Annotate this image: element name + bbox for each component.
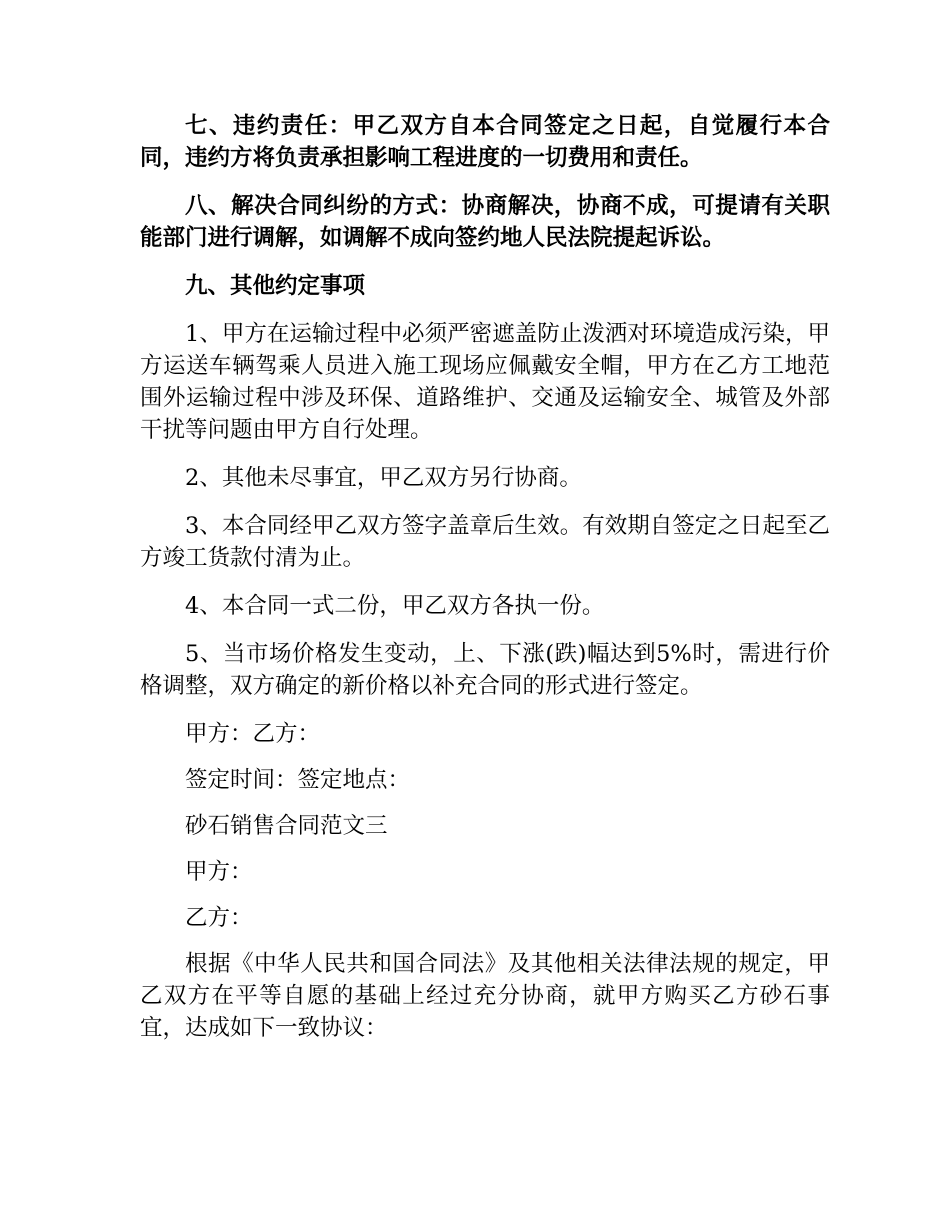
clause-8-dispute-resolution: 八、解决合同纠纷的方式：协商解决，协商不成，可提请有关职能部门进行调解，如调解不成向签约地人民法院提起诉讼。 [140,193,830,251]
clause-9-item-1: 1、甲方在运输过程中必须严密遮盖防止泼洒对环境造成污染，甲方运送车辆驾乘人员进入施工现场应佩戴安全帽，甲方在乙方工地范围外运输过程中涉及环保、道路维护、交通及运输安全、城管及外部干扰等问题由甲方自行处理。 [140,321,830,443]
party-b-line: 乙方： [185,905,253,931]
section-title-template-3: 砂石销售合同范文三 [185,813,388,839]
clause-9-heading: 九、其他约定事项 [185,273,366,299]
clause-9-item-2: 2、其他未尽事宜，甲乙双方另行协商。 [185,465,582,491]
clause-9-item-4: 4、本合同一式二份，甲乙双方各执一份。 [185,593,605,619]
party-a-line: 甲方： [185,859,253,885]
clause-7-breach-liability: 七、违约责任：甲乙双方自本合同签定之日起，自觉履行本合同，违约方将负责承担影响工程进度的一切费用和责任。 [140,113,830,171]
signature-time-place-line: 签定时间：签定地点： [185,767,411,793]
signature-parties-line: 甲方：乙方： [185,721,321,747]
clause-9-item-3: 3、本合同经甲乙双方签字盖章后生效。有效期自签定之日起至乙方竣工货款付清为止。 [140,513,830,571]
clause-9-item-5: 5、当市场价格发生变动，上、下涨(跌)幅达到5%时，需进行价格调整，双方确定的新价格以补充合同的形式进行签定。 [140,641,830,699]
preamble-paragraph: 根据《中华人民共和国合同法》及其他相关法律法规的规定，甲乙双方在平等自愿的基础上经过充分协商，就甲方购买乙方砂石事宜，达成如下一致协议： [140,951,830,1041]
document-page [140,110,830,1060]
